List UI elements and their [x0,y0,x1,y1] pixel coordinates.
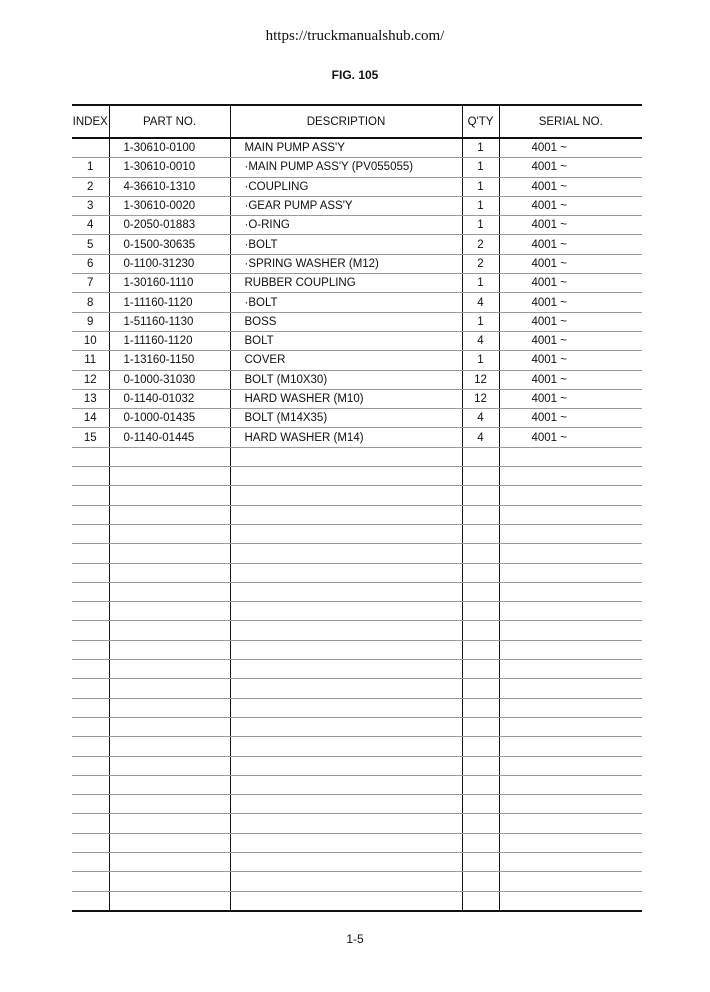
row-part-no: 0-1140-01445 [109,428,230,447]
row-serial-no [499,737,642,756]
row-part-no [109,582,230,601]
row-serial-no [499,447,642,466]
table-row [72,389,642,408]
row-serial-no [499,660,642,679]
row-part-no [109,679,230,698]
row-description [230,679,462,698]
row-part-no: 1-30610-0010 [109,158,230,177]
row-qty: 4 [462,409,499,428]
figure-title: FIG. 105 [331,68,379,82]
row-description: ·SPRING WASHER (M12) [230,254,462,273]
column-header-qty: Q'TY [462,105,499,138]
row-qty: 2 [462,235,499,254]
row-qty: 1 [462,158,499,177]
row-description [230,775,462,794]
row-index: 6 [72,254,109,273]
row-qty: 12 [462,389,499,408]
empty-table-row [72,467,642,486]
row-description [230,486,462,505]
row-serial-no [499,486,642,505]
row-index [72,833,109,852]
row-qty [462,524,499,543]
row-qty [462,891,499,911]
row-description [230,602,462,621]
row-serial-no: 4001 ~ [499,351,642,370]
empty-table-row [72,486,642,505]
row-description [230,795,462,814]
row-index: 9 [72,312,109,331]
row-part-no [109,737,230,756]
row-index: 4 [72,216,109,235]
row-qty [462,582,499,601]
table-row [72,274,642,293]
row-description [230,447,462,466]
row-index [72,602,109,621]
row-index: 8 [72,293,109,312]
row-description: RUBBER COUPLING [230,274,462,293]
parts-table-body [72,138,642,911]
row-qty: 4 [462,331,499,350]
row-qty [462,698,499,717]
row-description [230,872,462,891]
parts-table [72,104,642,912]
row-part-no: 0-1000-01435 [109,409,230,428]
row-index [72,698,109,717]
row-description: ·COUPLING [230,177,462,196]
row-part-no [109,505,230,524]
table-row [72,293,642,312]
row-serial-no [499,467,642,486]
row-qty [462,505,499,524]
row-part-no [109,524,230,543]
row-description [230,467,462,486]
empty-table-row [72,872,642,891]
row-qty [462,679,499,698]
row-serial-no: 4001 ~ [499,370,642,389]
empty-table-row [72,582,642,601]
column-header-part-no: PART NO. [109,105,230,138]
row-index: 12 [72,370,109,389]
row-part-no [109,660,230,679]
row-qty [462,447,499,466]
row-qty [462,640,499,659]
empty-table-row [72,621,642,640]
table-row [72,409,642,428]
row-qty [462,717,499,736]
row-description [230,852,462,871]
row-serial-no: 4001 ~ [499,312,642,331]
row-qty: 4 [462,428,499,447]
row-index: 15 [72,428,109,447]
row-part-no: 1-30160-1110 [109,274,230,293]
row-part-no: 1-30610-0020 [109,196,230,215]
row-description [230,563,462,582]
row-description: BOSS [230,312,462,331]
column-header-description: DESCRIPTION [230,105,462,138]
row-description [230,717,462,736]
row-part-no [109,447,230,466]
row-description: HARD WASHER (M14) [230,428,462,447]
empty-table-row [72,717,642,736]
row-qty [462,621,499,640]
row-qty [462,852,499,871]
row-part-no [109,891,230,911]
row-index [72,544,109,563]
row-part-no: 4-36610-1310 [109,177,230,196]
row-serial-no: 4001 ~ [499,331,642,350]
row-qty: 1 [462,138,499,158]
table-header-row [72,105,642,138]
row-serial-no [499,698,642,717]
row-description: BOLT [230,331,462,350]
row-part-no [109,775,230,794]
table-row [72,216,642,235]
row-description [230,524,462,543]
row-part-no [109,563,230,582]
empty-table-row [72,524,642,543]
row-part-no: 1-51160-1130 [109,312,230,331]
row-description: ·BOLT [230,293,462,312]
row-description [230,833,462,852]
row-index [72,717,109,736]
row-serial-no [499,602,642,621]
empty-table-row [72,660,642,679]
row-serial-no: 4001 ~ [499,138,642,158]
empty-table-row [72,505,642,524]
row-serial-no [499,621,642,640]
row-serial-no [499,814,642,833]
table-row [72,177,642,196]
empty-table-row [72,814,642,833]
table-row [72,196,642,215]
row-qty [462,602,499,621]
row-description [230,544,462,563]
row-index [72,795,109,814]
row-serial-no: 4001 ~ [499,177,642,196]
row-description: HARD WASHER (M10) [230,389,462,408]
row-qty: 12 [462,370,499,389]
row-index: 2 [72,177,109,196]
empty-table-row [72,698,642,717]
row-part-no: 0-1000-31030 [109,370,230,389]
row-part-no [109,852,230,871]
row-part-no: 0-2050-01883 [109,216,230,235]
row-index [72,814,109,833]
row-index: 11 [72,351,109,370]
row-serial-no [499,582,642,601]
row-qty: 1 [462,216,499,235]
row-serial-no [499,640,642,659]
row-index [72,447,109,466]
row-index [72,467,109,486]
row-serial-no: 4001 ~ [499,389,642,408]
row-part-no: 1-13160-1150 [109,351,230,370]
row-serial-no [499,717,642,736]
row-part-no [109,814,230,833]
empty-table-row [72,679,642,698]
row-qty [462,833,499,852]
row-part-no [109,698,230,717]
row-description [230,505,462,524]
row-serial-no [499,524,642,543]
empty-table-row [72,544,642,563]
row-serial-no: 4001 ~ [499,196,642,215]
row-serial-no [499,544,642,563]
row-index: 1 [72,158,109,177]
row-part-no [109,544,230,563]
row-qty [462,660,499,679]
row-serial-no: 4001 ~ [499,216,642,235]
table-row [72,138,642,158]
row-qty [462,756,499,775]
table-row [72,312,642,331]
row-qty: 1 [462,274,499,293]
row-description: ·MAIN PUMP ASS'Y (PV055055) [230,158,462,177]
row-qty [462,775,499,794]
row-qty [462,486,499,505]
row-description: ·GEAR PUMP ASS'Y [230,196,462,215]
row-index: 3 [72,196,109,215]
row-index: 10 [72,331,109,350]
empty-table-row [72,602,642,621]
row-index [72,640,109,659]
row-index [72,737,109,756]
column-header-index: INDEX [72,105,109,138]
row-index: 5 [72,235,109,254]
row-description [230,698,462,717]
row-qty [462,467,499,486]
row-description: BOLT (M10X30) [230,370,462,389]
column-header-serial-no: SERIAL NO. [499,105,642,138]
row-index [72,775,109,794]
row-serial-no [499,756,642,775]
row-serial-no [499,505,642,524]
row-part-no [109,621,230,640]
row-part-no [109,602,230,621]
row-serial-no: 4001 ~ [499,409,642,428]
row-qty [462,795,499,814]
table-row [72,351,642,370]
row-index [72,486,109,505]
row-qty [462,872,499,891]
empty-table-row [72,775,642,794]
table-row [72,254,642,273]
row-qty [462,563,499,582]
empty-table-row [72,756,642,775]
row-part-no: 1-11160-1120 [109,293,230,312]
row-description [230,640,462,659]
row-index [72,679,109,698]
row-index [72,852,109,871]
row-index [72,756,109,775]
row-part-no [109,795,230,814]
row-serial-no [499,679,642,698]
row-description [230,582,462,601]
empty-table-row [72,852,642,871]
row-part-no: 1-30610-0100 [109,138,230,158]
row-qty: 1 [462,351,499,370]
row-index [72,563,109,582]
empty-table-row [72,795,642,814]
row-qty: 4 [462,293,499,312]
row-part-no [109,756,230,775]
row-description: ·O-RING [230,216,462,235]
row-index: 7 [72,274,109,293]
row-part-no: 0-1140-01032 [109,389,230,408]
empty-table-row [72,891,642,911]
row-serial-no: 4001 ~ [499,254,642,273]
row-index: 13 [72,389,109,408]
row-index [72,524,109,543]
row-qty: 1 [462,196,499,215]
row-description: COVER [230,351,462,370]
row-index [72,138,109,158]
empty-table-row [72,737,642,756]
row-description: MAIN PUMP ASS'Y [230,138,462,158]
table-row [72,370,642,389]
row-part-no: 1-11160-1120 [109,331,230,350]
row-description [230,621,462,640]
row-qty [462,544,499,563]
row-serial-no [499,563,642,582]
row-index [72,582,109,601]
row-part-no [109,833,230,852]
table-row [72,235,642,254]
row-serial-no: 4001 ~ [499,293,642,312]
row-part-no [109,640,230,659]
row-description: ·BOLT [230,235,462,254]
row-serial-no [499,891,642,911]
page-number: 1-5 [346,932,364,946]
row-part-no [109,486,230,505]
empty-table-row [72,640,642,659]
row-index [72,621,109,640]
row-qty: 2 [462,254,499,273]
row-index [72,660,109,679]
row-description: BOLT (M14X35) [230,409,462,428]
row-serial-no: 4001 ~ [499,274,642,293]
row-description [230,737,462,756]
row-qty [462,737,499,756]
row-serial-no: 4001 ~ [499,158,642,177]
table-row [72,331,642,350]
row-serial-no: 4001 ~ [499,235,642,254]
row-index: 14 [72,409,109,428]
row-index [72,891,109,911]
row-part-no [109,717,230,736]
row-serial-no [499,852,642,871]
row-index [72,872,109,891]
row-serial-no: 4001 ~ [499,428,642,447]
row-serial-no [499,872,642,891]
row-description [230,891,462,911]
row-serial-no [499,833,642,852]
row-part-no: 0-1500-30635 [109,235,230,254]
row-qty: 1 [462,177,499,196]
row-part-no [109,872,230,891]
row-qty: 1 [462,312,499,331]
source-url: https://truckmanualshub.com/ [265,28,445,44]
row-serial-no [499,795,642,814]
empty-table-row [72,833,642,852]
row-part-no [109,467,230,486]
row-serial-no [499,775,642,794]
row-index [72,505,109,524]
row-qty [462,814,499,833]
table-row [72,158,642,177]
row-description [230,814,462,833]
row-description [230,756,462,775]
empty-table-row [72,447,642,466]
row-part-no: 0-1100-31230 [109,254,230,273]
table-row [72,428,642,447]
empty-table-row [72,563,642,582]
row-description [230,660,462,679]
